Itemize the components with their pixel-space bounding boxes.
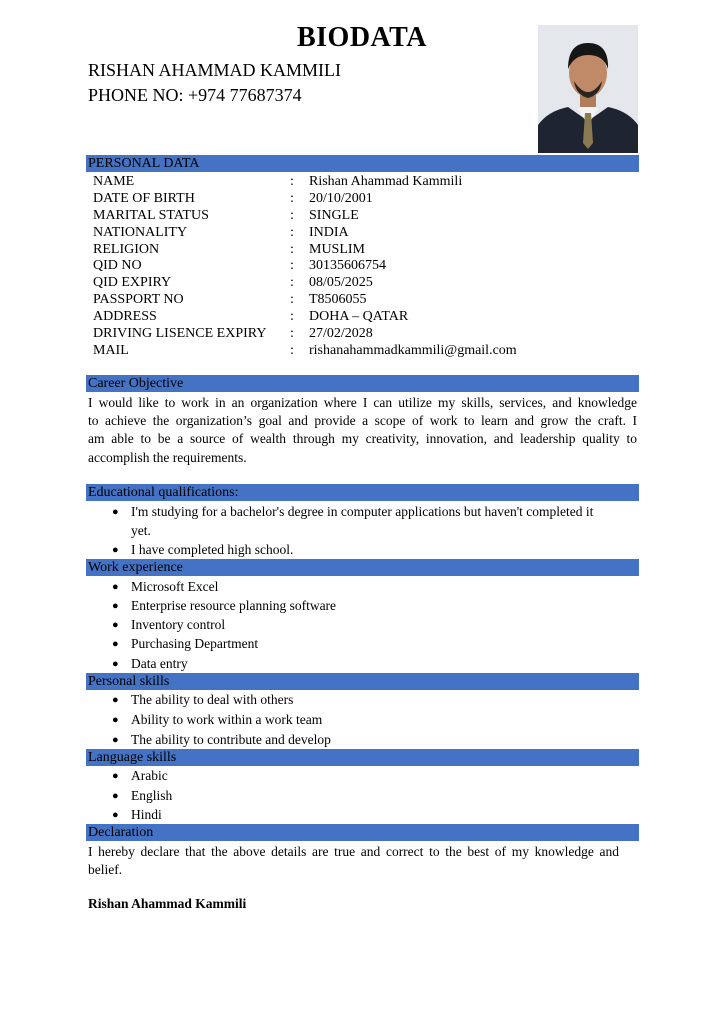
list-item-text: Enterprise resource planning software [131,598,337,613]
field-colon: : [290,174,294,189]
field-colon: : [290,242,294,257]
bullet-icon: ● [112,734,119,746]
list-item-text: Purchasing Department [131,636,259,651]
applicant-name: RISHAN AHAMMAD KAMMILI [88,60,342,80]
field-colon: : [290,258,294,273]
bullet-icon: ● [112,619,119,631]
field-label: NATIONALITY [93,225,188,240]
list-item-text: I have completed high school. [131,542,294,557]
bullet-icon: ● [112,790,119,802]
list-item-text: Data entry [131,656,188,671]
field-value: MUSLIM [309,242,366,257]
list-item-text: I'm studying for a bachelor's degree in computer applications but haven't completed it [131,504,594,519]
profile-photo [538,25,638,153]
list-item-text: Microsoft Excel [131,579,219,594]
bullet-icon: ● [112,638,119,650]
field-value: 30135606754 [309,258,386,273]
field-label: MAIL [93,343,129,358]
list-item-text: The ability to contribute and develop [131,732,331,747]
field-label: MARITAL STATUS [93,208,209,223]
career-line: am able to be a source of wealth through my creativity, innovation, and leadership quality to [88,431,637,446]
field-value: Rishan Ahammad Kammili [309,174,463,189]
field-colon: : [290,292,294,307]
bullet-icon: ● [112,658,119,670]
list-item-text: English [131,788,173,803]
field-label: RELIGION [93,242,160,257]
signature-name: Rishan Ahammad Kammili [88,896,247,911]
field-value: SINGLE [309,208,359,223]
bullet-icon: ● [112,600,119,612]
list-item-text: Hindi [131,807,162,822]
section-bar-personal-data: PERSONAL DATA [86,155,639,172]
person-portrait-icon [538,25,638,153]
field-value: 08/05/2025 [309,275,373,290]
field-label: DATE OF BIRTH [93,191,195,206]
field-label: PASSPORT NO [93,292,184,307]
career-line: to achieve the organization’s goal and provide a scope of work to learn and grow the craft. I [88,413,637,428]
field-label: DRIVING LISENCE EXPIRY [93,326,267,341]
list-item-text: Arabic [131,768,168,783]
field-label: NAME [93,174,135,189]
field-value: 27/02/2028 [309,326,373,341]
bullet-icon: ● [112,694,119,706]
bullet-icon: ● [112,581,119,593]
section-bar-language-skills: Language skills [86,749,639,766]
field-value: INDIA [309,225,349,240]
declaration-line: belief. [88,862,123,877]
bullet-icon: ● [112,714,119,726]
field-label: QID NO [93,258,142,273]
phone-number: PHONE NO: +974 77687374 [88,85,302,105]
list-item-text: yet. [131,523,151,538]
field-colon: : [290,343,294,358]
career-line: accomplish the requirements. [88,450,247,465]
section-bar-education: Educational qualifications: [86,484,639,501]
field-colon: : [290,309,294,324]
bullet-icon: ● [112,770,119,782]
bullet-icon: ● [112,506,119,518]
field-colon: : [290,326,294,341]
section-bar-personal-skills: Personal skills [86,673,639,690]
list-item-text: The ability to deal with others [131,692,294,707]
field-value: T8506055 [309,292,367,307]
list-item-text: Ability to work within a work team [131,712,323,727]
field-colon: : [290,275,294,290]
section-bar-declaration: Declaration [86,824,639,841]
section-bar-career-objective: Career Objective [86,375,639,392]
email-value: rishanahammadkammili@gmail.com [309,343,517,358]
bullet-icon: ● [112,544,119,556]
field-value: 20/10/2001 [309,191,373,206]
field-colon: : [290,191,294,206]
field-label: ADDRESS [93,309,157,324]
declaration-line: I hereby declare that the above details are true and correct to the best of my knowledge and [88,844,619,859]
section-bar-work-experience: Work experience [86,559,639,576]
document-title: BIODATA [296,22,428,53]
career-line: I would like to work in an organization where I can utilize my skills, services, and knowledge [88,395,637,410]
field-colon: : [290,208,294,223]
list-item-text: Inventory control [131,617,226,632]
field-colon: : [290,225,294,240]
field-label: QID EXPIRY [93,275,172,290]
bullet-icon: ● [112,809,119,821]
field-value: DOHA – QATAR [309,309,409,324]
